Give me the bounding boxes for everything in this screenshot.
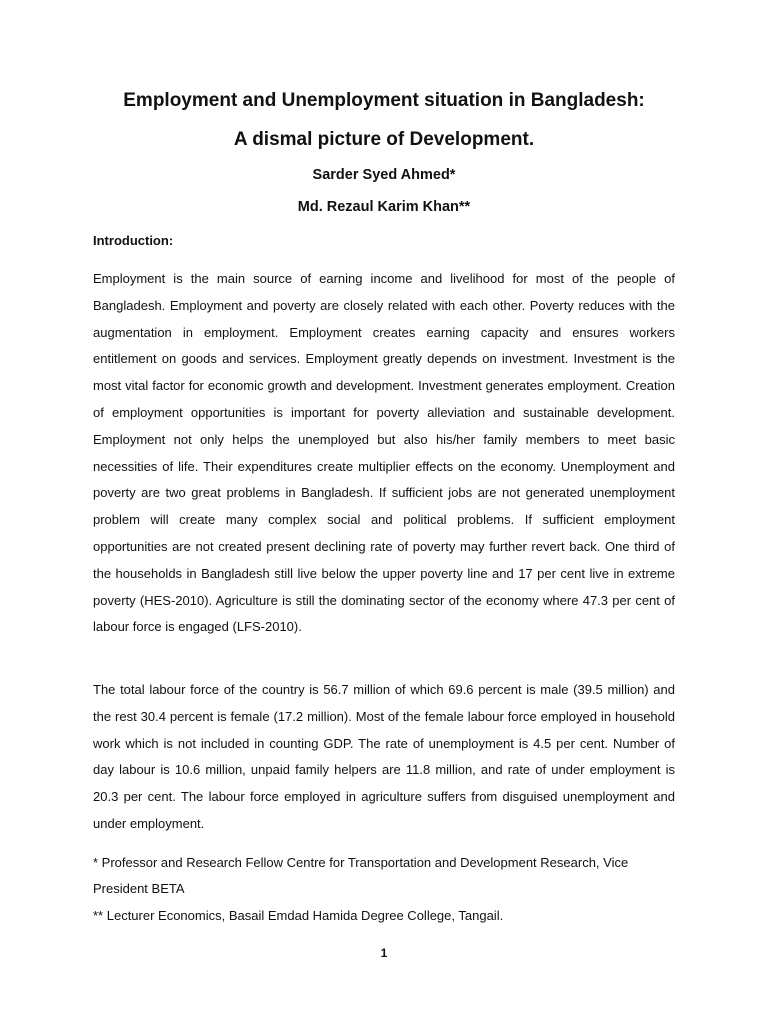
footnote-author-2: ** Lecturer Economics, Basail Emdad Hamida Degree College, Tangail. (93, 908, 504, 923)
body-paragraph-2: The total labour force of the country is 56.7 million of which 69.6 percent is male (39.5 million) and the rest 30.4 percent is female (17.2 million). Most of the female labour force employed in household work which is not included in counting GDP. The rate of unemployment is 4.5 per cent. Number of day labour is 10.6 million, unpaid family helpers are 11.8 million, and rate of under employment is 20.3 per cent. The labour force employed in agriculture suffers from disguised unemployment and under employment. (93, 682, 675, 831)
section-heading-introduction: Introduction: (93, 233, 174, 248)
page-number: 1 (380, 946, 388, 960)
title-line-2: A dismal picture of Development. (233, 129, 535, 150)
title-line-1: Employment and Unemployment situation in Bangladesh: (123, 90, 645, 111)
footnote-author-1: * Professor and Research Fellow Centre for Transportation and Development Research, Vice President BETA (93, 855, 629, 896)
author-secondary: Md. Rezaul Karim Khan** (297, 199, 471, 215)
author-primary: Sarder Syed Ahmed* (312, 167, 456, 183)
body-paragraph-1: Employment is the main source of earning income and livelihood for most of the people of Bangladesh. Employment and poverty are closely related with each other. Poverty reduces with the augmentation in employment. Employment creates earning capacity and ensures workers entitlement on goods and services. Employment greatly depends on investment. Investment is the most vital factor for economic growth and development. Investment generates employment. Creation of employment opportunities is important for poverty alleviation and sustainable development. Employment not only helps the unemployed but also his/her family members to meet basic necessities of life. Their expenditures create multiplier effects on the economy. Unemployment and poverty are two great problems in Bangladesh. If sufficient jobs are not generated unemployment problem will create many complex social and political problems. If sufficient employment opportunities are not created present declining rate of poverty may further revert back. One third of the households in Bangladesh still live below the upper poverty line and 17 per cent live in extreme poverty (HES-2010). Agriculture is still the dominating sector of the economy where 47.3 per cent of labour force is engaged (LFS-2010). (93, 271, 675, 635)
